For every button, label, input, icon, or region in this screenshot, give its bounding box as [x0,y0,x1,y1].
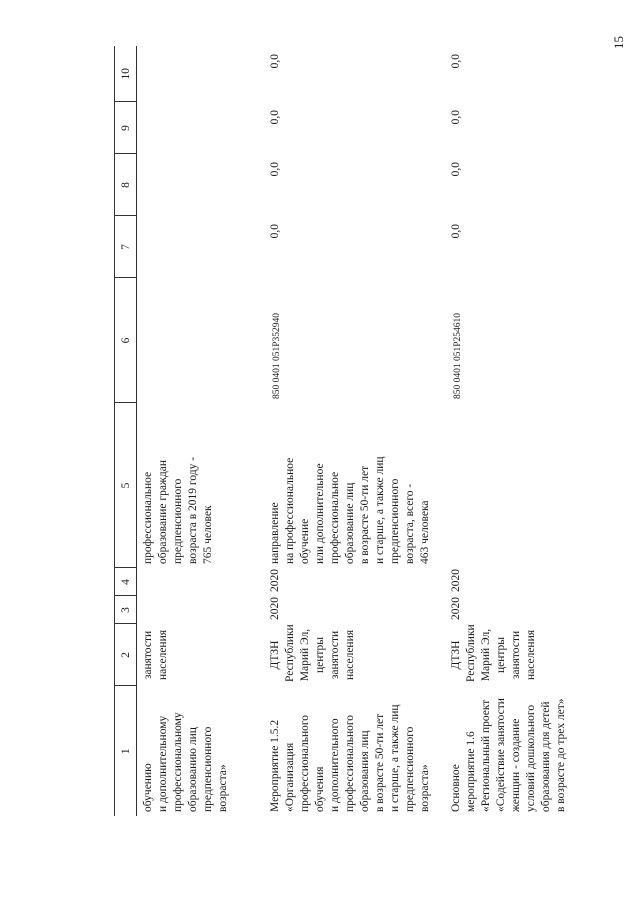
end-year-cell: 2020 [450,569,462,592]
page-number: 15 [611,36,626,49]
amount-cell-9 [137,102,262,154]
measure-name-cell: Основное мероприятие 1.6 «Региональный проект «Содействие занятости женщин - создание условий дошкольного образования для детей в возрасте до трех лет» [450,698,567,812]
start-year-cell: 2020 [269,597,281,620]
column-header-7: 7 [115,216,137,278]
column-header-9: 9 [115,102,137,154]
measure-name-cell: обучению и дополнительному профессиональному образованию лиц предпенсионного возраста» [142,712,229,812]
column-header-2: 2 [115,624,137,686]
amount-cell-7: 0,0 [450,224,462,239]
amount-cell-7: 0,0 [269,224,281,239]
amount-cell-10: 0,0 [269,54,281,69]
column-header-5: 5 [115,403,137,568]
table-row [442,46,611,816]
table-row [261,46,442,816]
table-header-row [115,46,137,816]
executor-cell: ДТЗН Республики Марий Эл, центры занятости населения [450,624,537,682]
column-header-6: 6 [115,278,137,403]
column-header-3: 3 [115,596,137,624]
amount-cell-9: 0,0 [450,110,462,125]
start-year-cell [137,596,262,624]
expected-result-cell [442,403,611,568]
expected-result-cell: профессиональное образование граждан предпенсионного возраста в 2019 году - 765 человек [142,456,214,564]
column-header-1: 1 [115,686,137,816]
column-header-4: 4 [115,568,137,596]
amount-cell-10 [137,46,262,102]
budget-code-cell: 850 0401 051P352940 [272,312,282,399]
amount-cell-10: 0,0 [450,54,462,69]
budget-code-cell: 850 0401 051P254610 [453,312,463,399]
budget-code-cell [137,278,262,403]
amount-cell-8 [137,154,262,216]
column-header-10: 10 [115,46,137,102]
table-row [137,46,262,816]
end-year-cell: 2020 [269,569,281,592]
amount-cell-7 [137,216,262,278]
expected-result-cell: направление на профессиональное обучение или дополнительное профессиональное образование лиц в возрасте 50-ти лет и старше, а также лиц предпенсионного возраста, всего - 463 человека [269,456,431,564]
executor-cell: ДТЗН Республики Марий Эл, центры занятости населения [269,624,356,682]
amount-cell-8: 0,0 [269,162,281,177]
budget-table [114,46,611,816]
end-year-cell [137,568,262,596]
budget-table-sheet [114,46,640,816]
column-header-8: 8 [115,154,137,216]
executor-cell: занятости населения [142,629,169,681]
amount-cell-9: 0,0 [269,110,281,125]
measure-name-cell: Мероприятие 1.5.2 «Организация профессионального обучения и дополнительного профессионального образования лиц в возрасте 50-ти лет и старше, а также лиц предпенсионного возраста» [269,704,431,812]
amount-cell-8: 0,0 [450,162,462,177]
start-year-cell: 2020 [450,597,462,620]
